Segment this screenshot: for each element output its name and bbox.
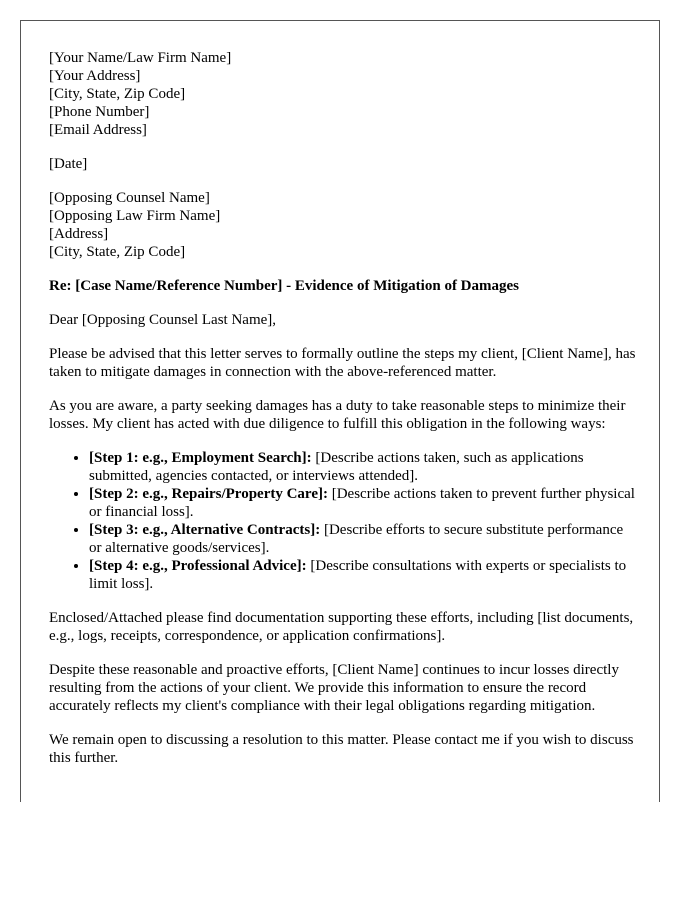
steps-list <box>49 449 639 593</box>
sender-name: [Your Name/Law Firm Name] <box>49 50 232 66</box>
sender-email: [Email Address] <box>49 122 147 138</box>
list-item <box>89 449 639 485</box>
step-label: [Step 1: e.g., Employment Search]: <box>89 450 312 466</box>
sender-address: [Your Address] <box>49 68 141 84</box>
intro-paragraph: Please be advised that this letter serves to formally outline the steps my client, [Client Name], has taken to mitigate damages in connection with the above-referenced matter. <box>49 346 636 380</box>
sender-city-state-zip: [City, State, Zip Code] <box>49 86 186 102</box>
step-text: [Describe actions taken, such as applications submitted, agencies contacted, or interviews attended]. <box>89 450 584 484</box>
sender-phone: [Phone Number] <box>49 104 150 120</box>
recipient-address: [Address] <box>49 226 109 242</box>
step-label: [Step 3: e.g., Alternative Contracts]: <box>89 522 321 538</box>
letter-body <box>49 49 639 783</box>
duty-paragraph: As you are aware, a party seeking damages has a duty to take reasonable steps to minimize their losses. My client has acted with due diligence to fulfill this obligation in the following ways: <box>49 398 626 432</box>
step-text: [Describe actions taken to prevent further physical or financial loss]. <box>89 486 635 520</box>
salutation: Dear [Opposing Counsel Last Name], <box>49 312 277 328</box>
recipient-city-state-zip: [City, State, Zip Code] <box>49 244 186 260</box>
date-block <box>49 155 639 173</box>
subject-line: Re: [Case Name/Reference Number] - Evidence of Mitigation of Damages <box>49 278 520 294</box>
step-label: [Step 2: e.g., Repairs/Property Care]: <box>89 486 328 502</box>
list-item <box>89 521 639 557</box>
step-text: [Describe efforts to secure substitute performance or alternative goods/services]. <box>89 522 624 556</box>
despite-paragraph: Despite these reasonable and proactive efforts, [Client Name] continues to incur losses directly resulting from the actions of your client. We provide this information to ensure the record accurately reflects my client's compliance with their legal obligations regarding mitigation. <box>49 662 619 714</box>
recipient-block <box>49 189 639 261</box>
list-item <box>89 557 639 593</box>
letter-page <box>20 20 660 802</box>
recipient-name: [Opposing Counsel Name] <box>49 190 210 206</box>
closing-paragraph: We remain open to discussing a resolution to this matter. Please contact me if you wish to discuss this further. <box>49 732 634 766</box>
step-text: [Describe consultations with experts or specialists to limit loss]. <box>89 558 627 592</box>
list-item <box>89 485 639 521</box>
sender-block <box>49 49 639 139</box>
step-label: [Step 4: e.g., Professional Advice]: <box>89 558 307 574</box>
recipient-firm: [Opposing Law Firm Name] <box>49 208 221 224</box>
letter-date: [Date] <box>49 156 88 172</box>
enclosed-paragraph: Enclosed/Attached please find documentation supporting these efforts, including [list documents, e.g., logs, receipts, correspondence, or application confirmations]. <box>49 610 634 644</box>
